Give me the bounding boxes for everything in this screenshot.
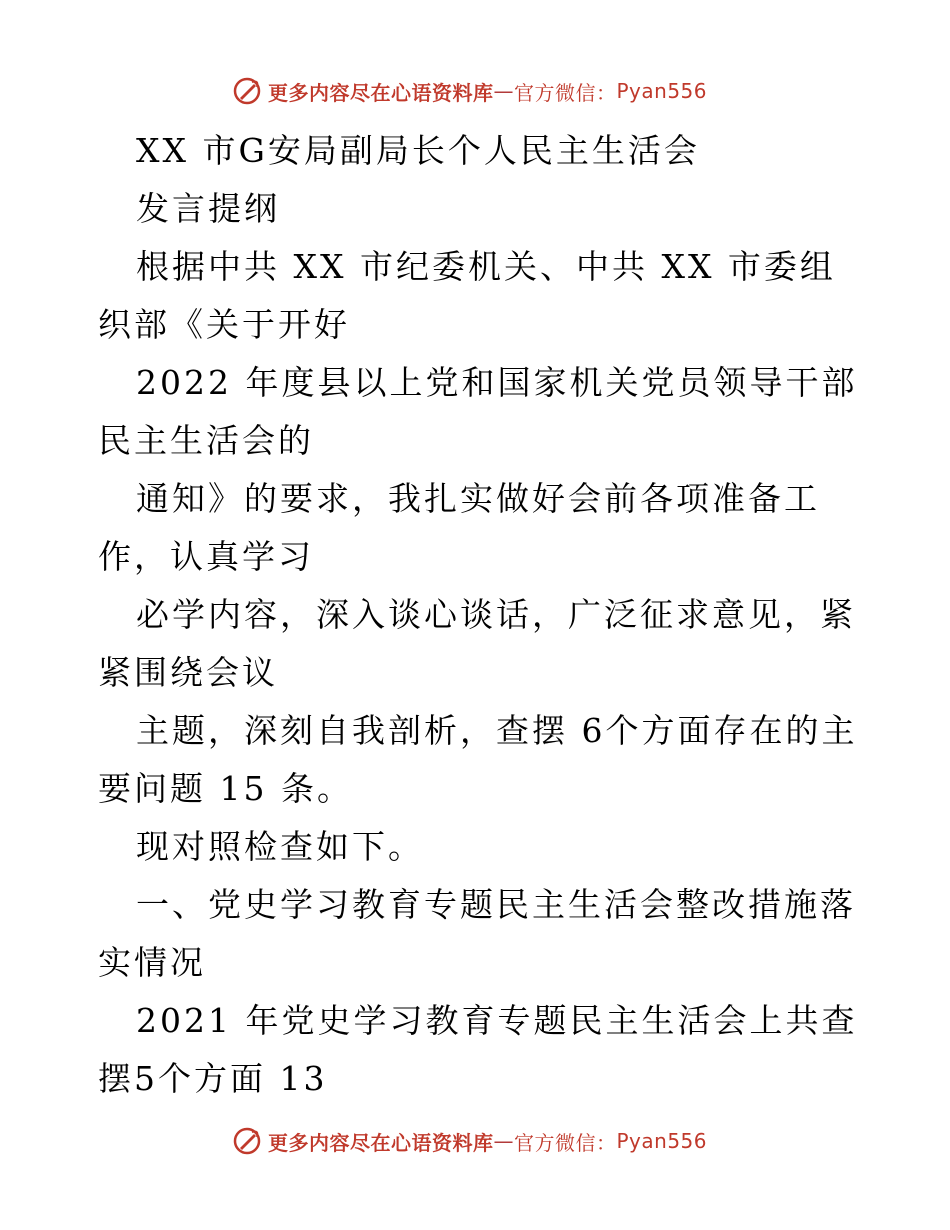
quill-logo-icon xyxy=(232,1126,262,1156)
watermark-brand: 更多内容尽在心语资料库 xyxy=(268,80,494,105)
quill-logo-icon xyxy=(232,76,262,106)
paragraph: 2022 年度县以上党和国家机关党员领导干部民主生活会的 xyxy=(98,363,858,460)
paragraph: 根据中共 XX 市纪委机关、中共 XX 市委组织部《关于开好 xyxy=(98,247,836,344)
paragraph: 必学内容，深入谈心谈话，广泛征求意见，紧紧围绕会议 xyxy=(98,595,856,692)
paragraph: 通知》的要求，我扎实做好会前各项准备工作，认真学习 xyxy=(98,479,820,576)
paragraph: 现对照检查如下。 xyxy=(136,827,424,866)
watermark-wechat-label: 官方微信： xyxy=(514,80,617,105)
watermark-account: Pyan556 xyxy=(616,1129,708,1153)
watermark-separator: — xyxy=(493,79,514,103)
paragraph: XX 市G安局副局长个人民主生活会 xyxy=(136,131,700,170)
paragraph: 发言提纲 xyxy=(136,189,280,228)
document-body xyxy=(98,122,858,1108)
paragraph: 主题，深刻自我剖析，查摆 6个方面存在的主要问题 15 条。 xyxy=(98,711,858,808)
watermark-wechat-label: 官方微信： xyxy=(514,1130,617,1155)
watermark-brand: 更多内容尽在心语资料库 xyxy=(268,1130,494,1155)
header-watermark xyxy=(232,74,707,108)
watermark-account: Pyan556 xyxy=(616,79,708,103)
paragraph: 2021 年党史学习教育专题民主生活会上共查摆5个方面 13 xyxy=(98,1001,858,1098)
watermark-separator: — xyxy=(493,1129,514,1153)
footer-watermark xyxy=(232,1124,707,1158)
paragraph: 一、党史学习教育专题民主生活会整改措施落实情况 xyxy=(98,885,856,982)
